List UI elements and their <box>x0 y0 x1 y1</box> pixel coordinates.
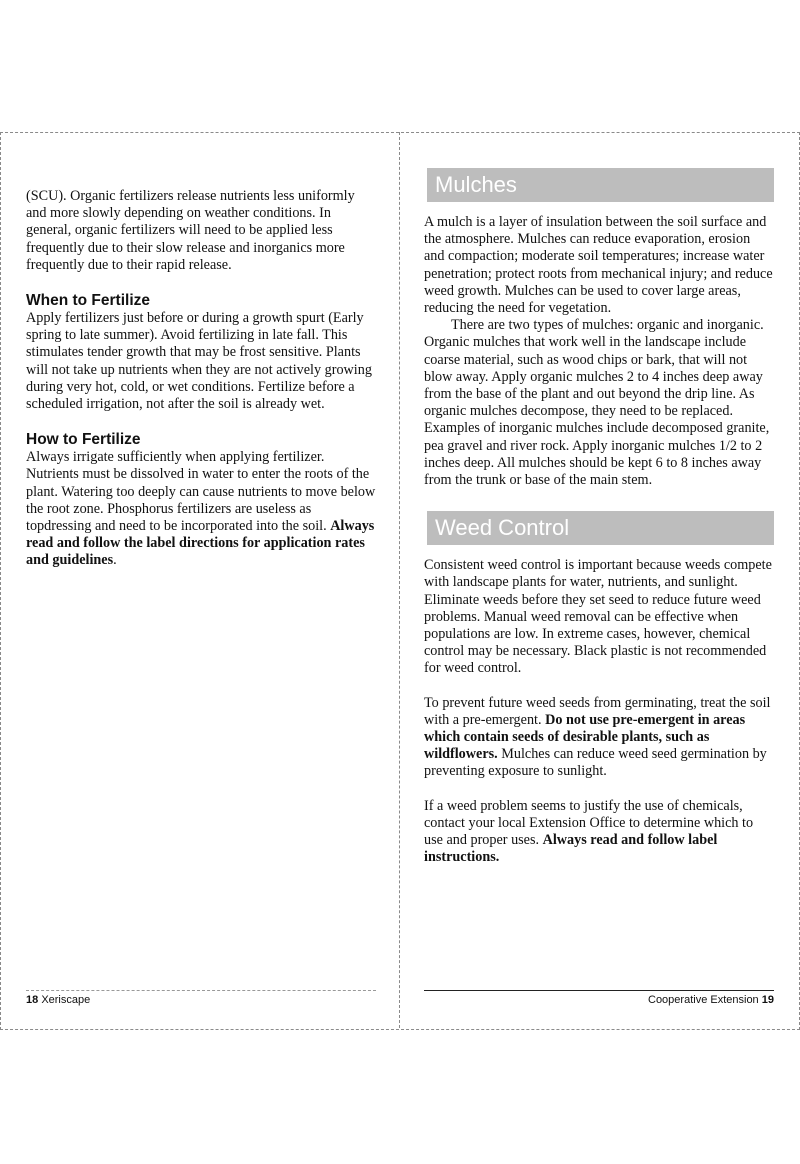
how-to-fertilize-body: Always irrigate sufficiently when applying fertilizer. Nutrients must be dissolved in water to enter the roots of the plant. Watering too deeply can cause nutrients to move below the root zone. Phosphorus fertilizers are useless as topdressing and need to be incorporated into the soil. <box>26 449 376 535</box>
when-to-fertilize-text: Apply fertilizers just before or during a growth spurt (Early spring to late summer). Avoid fertilizing in late fall. This stimulates tender growth that may be frost sensitive. Plants will not take up nutrients when they are not actively growing during very hot, cold, or wet conditions. Fertilize before a scheduled irrigation, not after the soil is already wet. <box>26 310 390 413</box>
how-to-fertilize-text <box>26 449 378 569</box>
right-page-number: 19 <box>761 994 774 1006</box>
how-to-fertilize-heading: How to Fertilize <box>26 431 141 449</box>
weed-paragraph-3-bold: Always read and follow label instructions. <box>424 832 718 866</box>
page-gutter <box>399 132 400 1028</box>
weed-paragraph-2-bold: Do not use pre-emergent in areas which contain seeds of desirable plants, such as wildflowers. <box>424 711 746 763</box>
weed-paragraph-1: Consistent weed control is important because weeds compete with landscape plants for water, nutrients, and sunlight. Eliminate weeds before they set seed to reduce future weed problems. Manual weed removal can be effective when populations are low. In extreme cases, however, chemical control may be necessary. Black plastic is not recommended for weed control. <box>424 557 772 677</box>
how-to-fertilize-end: . <box>113 552 117 569</box>
left-footer-label: Xeriscape <box>41 994 91 1006</box>
left-page-number: 18 <box>26 994 39 1006</box>
right-footer <box>424 990 774 1006</box>
mulches-banner: Mulches <box>424 168 774 202</box>
weed-paragraph-3 <box>424 798 774 867</box>
when-to-fertilize-heading: When to Fertilize <box>26 292 150 310</box>
weed-paragraph-2-a: To prevent future weed seeds from germinating, treat the soil with a pre-emergent. <box>424 694 771 728</box>
left-footer <box>26 990 376 1006</box>
intro-paragraph: (SCU). Organic fertilizers release nutrients less uniformly and more slowly depending on weather conditions. In general, organic fertilizers will need to be applied less frequently due to their slow release and inorganics more frequently due to their rapid release. <box>26 188 355 273</box>
left-page <box>26 188 390 570</box>
how-to-fertilize-bold-note: Always read and follow the label directions for application rates and guidelines <box>26 518 375 569</box>
weed-paragraph-3-a: If a weed problem seems to justify the use of chemicals, contact your local Extension Office to determine which to use and proper uses. <box>424 797 754 849</box>
weed-paragraph-2 <box>424 695 774 781</box>
weed-control-banner: Weed Control <box>424 511 774 545</box>
mulches-paragraph-2: There are two types of mulches: organic and inorganic. Organic mulches that work well in the landscape include coarse material, such as wood chips or bark, that will not blow away. Apply organic mulches 2 to 4 inches deep away from the base of the plant and out beyond the drip line. As organic mulches decompose, they need to be replaced. Examples of inorganic mulches include decomposed granite, pea gravel and river rock. Apply inorganic mulches 1/2 to 2 inches deep. All mulches should be kept 6 to 8 inches away from the trunk or base of the main stem. <box>424 317 770 489</box>
weed-paragraph-2-b: Mulches can reduce weed seed germination by preventing exposure to sunlight. <box>424 746 767 780</box>
right-page <box>424 168 774 867</box>
right-footer-label: Cooperative Extension <box>648 994 759 1006</box>
mulches-paragraph-1: A mulch is a layer of insulation between the soil surface and the atmosphere. Mulches can reduce evaporation, erosion and compaction; moderate soil temperatures; increase water penetration; protect roots from mechanical injury; and reduce weed growth. Mulches can be used to cover large areas, reducing the need for vegetation. <box>424 214 773 317</box>
